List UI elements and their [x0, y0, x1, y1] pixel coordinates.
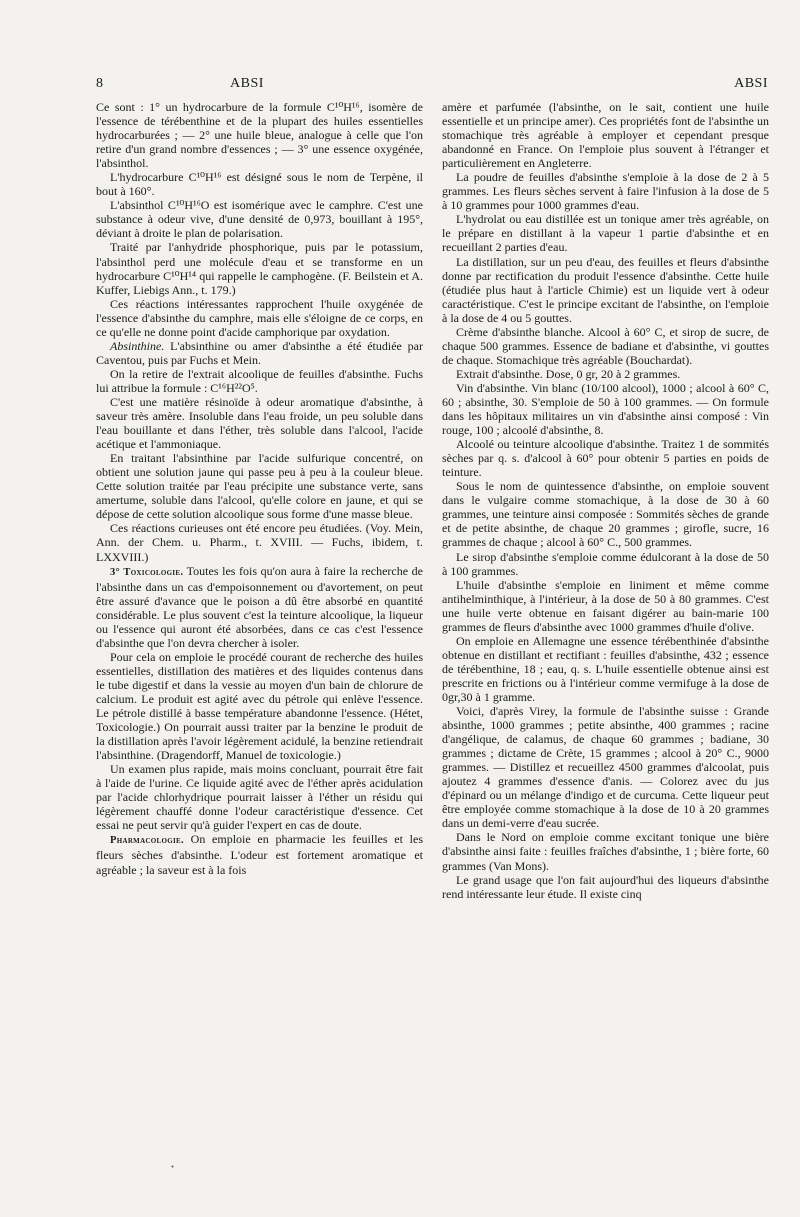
paragraph-properties: C'est une matière résinoïde à odeur aromatique d'absinthe, à saveur très amère. Insoluble dans l'eau froide, un peu soluble dans l'eau bouillante et dans l'éther, très soluble dans l'alcool, l'acide acétique et l'ammoniaque. [96, 394, 423, 452]
paragraph-references: Ces réactions curieuses ont été encore peu étudiées. (Voy. Mein, Ann. der Chem. u. Pharm., t. XVIII. — Fuchs, ibidem, t. LXXVIII.) [96, 521, 423, 564]
paragraph-procedure: Pour cela on emploie le procédé courant de recherche des huiles essentielles, distillation des matières et des liquides contenus dans le tube digestif et dans la vessie au moyen d'un bain de chlorure de calcium. Le produit est agité avec du pétrole qui enlève l'essence. Le pétrole distillé à basse température abandonne l'essence. (Hétet, Toxicologie.) On pourrait aussi traiter par la benzine le produit de la distillation après l'avoir légèrement acidulé, la benzine retiendrait l'absinthine. (Dragendorff, Manuel de toxicologie.) [96, 649, 423, 763]
paragraph-urine: Un examen plus rapide, mais moins concluant, pourrait être fait à l'aide de l'urine. Ce liquide agité avec de l'éther après acidulation par l'acide chlorhydrique pourrait laisser à l'éther un résidu qui légèrement chauffé donne l'odeur caractéristique d'essence. Cet essai ne peut servir qu'à guider l'expert en cas de doute. [96, 762, 423, 833]
paragraph-pharmacologie: Pharmacologie. On emploie en pharmacie les feuilles et les fleurs sèches d'absinthe. L'odeur est fortement aromatique et agréable ; la saveur est à la fois [96, 832, 423, 877]
paragraph-reactions: Ces réactions intéressantes rapprochent l'huile oxygénée de l'essence d'absinthe du camphre, mais elle s'éloigne de ce corps, en ce qu'elle ne donne point d'acide camphorique par oxydation. [96, 296, 423, 339]
running-title-right: ABSI [734, 76, 768, 91]
pharmacologie-heading: Pharmacologie. [110, 835, 184, 847]
paragraph-poudre: La poudre de feuilles d'absinthe s'emploie à la dose de 2 à 5 grammes. Les fleurs sèches servent à faire l'infusion à la dose de 5 à 10 grammes pour 1000 grammes d'eau. [442, 170, 769, 213]
paragraph-allemagne: On emploie en Allemagne une essence térébenthinée d'absinthe obtenue en distillant et rectifiant : feuilles d'absinthe, 432 ; essence de térébenthine, 18 ; eau, q. s. L'huile essentielle obtenue ainsi est prescrite en frictions ou à l'intérieur comme vermifuge à la dose de 0gr,30 à 1 gramme. [442, 633, 769, 704]
right-column [442, 100, 769, 901]
paragraph-amere: amère et parfumée (l'absinthe, on le sait, contient une huile essentielle et un principe amer). Ces propriétés font de l'absinthe un stomachique très agréable à employer et cependant presque abandonné en France. On l'emploie plus souvent à l'étranger et particulièrement en Angleterre. [442, 100, 769, 171]
page-number: 8 [96, 76, 104, 91]
paragraph-terpene: L'hydrocarbure C¹⁰H¹⁶ est désigné sous le nom de Terpène, il bout à 160°. [96, 170, 423, 199]
paragraph-quintessence: Sous le nom de quintessence d'absinthe, on emploie souvent dans le vulgaire comme stomachique, à la dose de 30 à 60 grammes, une teinture ainsi composée : Sommités sèches de grande et de petite absinthe, de chaque 20 grammes ; girofle, sucre, 16 grammes de chaque ; alcool à 60° C., 500 grammes. [442, 479, 769, 550]
paragraph-sirop: Le sirop d'absinthe s'emploie comme édulcorant à la dose de 50 à 100 grammes. [442, 549, 769, 578]
paragraph-extrait: Extrait d'absinthe. Dose, 0 gr, 20 à 2 grammes. [456, 366, 681, 381]
paragraph-huile: L'huile d'absinthe s'emploie en liniment et même comme antihelminthique, à l'intérieur, à la dose de 50 à 80 grammes. C'est une huile verte obtenue en faisant digérer au bain-marie 100 grammes de fleurs d'absinthe avec 1000 grammes d'huile d'olive. [442, 577, 769, 634]
running-header [96, 76, 768, 98]
paragraph-hydrolat: L'hydrolat ou eau distillée est un tonique amer très agréable, on le prépare en distillant à la vapeur 1 partie d'absinthe et en recueillant 2 parties d'eau. [442, 212, 769, 255]
stray-mark [171, 1165, 174, 1168]
paragraph-biere: Dans le Nord on emploie comme excitant tonique une bière d'absinthe ainsi faite : feuilles fraîches d'absinthe, 1 ; bière forte, 60 grammes (Van Mons). [442, 830, 769, 873]
absinthine-heading: Absinthine. [110, 338, 165, 353]
paragraph-absinthine: Absinthine. L'absinthine ou amer d'absinthe a été étudiée par Caventou, puis par Fuchs et Mein. [96, 338, 423, 367]
paragraph-toxicologie: 3° Toxicologie. Toutes les fois qu'on aura à faire la recherche de l'absinthe dans un cas d'empoisonnement ou d'avortement, on peut être assuré d'avance que le poison a dû être absorbé en quantité considérable. Le plus souvent c'est la teinture alcoolique, la liqueur ou l'essence qui auront été absorbées, dans ce cas c'est l'essence d'absinthe que l'on devra chercher à isoler. [96, 563, 423, 650]
paragraph-extraction: On la retire de l'extrait alcoolique de feuilles d'absinthe. Fuchs lui attribue la formule : C¹⁶H²²O⁵. [96, 366, 423, 395]
paragraph-absinthol: L'absinthol C¹⁰H¹⁶O est isomérique avec le camphre. C'est une substance à odeur vive, d'une densité de 0,973, bouillant à 195°, déviant à droite le plan de polarisation. [96, 198, 423, 241]
left-column [96, 100, 423, 877]
paragraph-sulfuric: En traitant l'absinthine par l'acide sulfurique concentré, on obtient une solution jaune qui passe peu à peu à la couleur bleue. Cette solution traitée par l'eau précipite une substance verte, sans amertume, soluble dans l'alcool, qu'elle colore en jaune, et qui se dépose de cette solution alcoolique sous forme d'une masse bleue. [96, 451, 423, 522]
paragraph-components: Ce sont : 1° un hydrocarbure de la formule C¹⁰H¹⁶, isomère de l'essence de térébenthine et de la plupart des huiles essentielles hydrocarburées ; — 2° une huile bleue, analogue à celle que l'on retire d'un grand nombre d'essences ; — 3° une essence oxygénée, l'absinthol. [96, 100, 423, 171]
paragraph-liqueurs: Le grand usage que l'on fait aujourd'hui des liqueurs d'absinthe rend intéressante leur étude. Il existe cinq [442, 872, 769, 901]
paragraph-suisse: Voici, d'après Virey, la formule de l'absinthe suisse : Grande absinthe, 1000 grammes ; petite absinthe, 400 grammes ; racine d'angélique, de calamus, de chaque 60 grammes ; badiane, 30 grammes ; dictame de Crète, 15 grammes ; alcool à 20° C., 9000 grammes. — Distillez et recueillez 4500 grammes d'alcoolat, puis ajoutez 4 grammes d'essence d'anis. — Colorez avec du jus d'épinard ou un mélange d'indigo et de curcuma. Cette liqueur peut être employée comme stomachique à la dose de 10 à 20 grammes dans un demi-verre d'eau sucrée. [442, 704, 769, 831]
toxicologie-heading: 3° Toxicologie. [110, 566, 184, 578]
paragraph-anhydride: Traité par l'anhydride phosphorique, puis par le potassium, l'absinthol perd une molécule d'eau et se transforme en un hydrocarbure C¹⁰H¹⁴ qui rappelle le camphogène. (F. Beilstein et A. Kuffer, Liebigs Ann., t. 179.) [96, 240, 423, 297]
paragraph-creme: Crème d'absinthe blanche. Alcool à 60° C, et sirop de sucre, de chaque 500 grammes. Essence de badiane et d'absinthe, vi gouttes de chaque. Stomachique très agréable (Bouchardat). [442, 324, 769, 367]
paragraph-distillation: La distillation, sur un peu d'eau, des feuilles et fleurs d'absinthe donne par rectification du produit l'essence d'absinthe. Cette huile (étudiée plus haut à l'article Chimie) est un liquide vert à odeur caractéristique. C'est le principe excitant de l'absinthe, on l'emploie à la dose de 4 ou 5 gouttes. [442, 254, 769, 325]
paragraph-alcoole: Alcoolé ou teinture alcoolique d'absinthe. Traitez 1 de sommités sèches par q. s. d'alcool à 60° pour obtenir 5 parties en poids de teinture. [442, 437, 769, 480]
paragraph-vin: Vin d'absinthe. Vin blanc (10/100 alcool), 1000 ; alcool à 60° C, 60 ; absinthe, 30. S'emploie de 50 à 100 grammes. — On formule dans les hôpitaux militaires un vin d'absinthe ainsi composé : Vin rouge, 100 ; alcoolé d'absinthe, 8. [442, 380, 769, 438]
running-title-left: ABSI [230, 76, 264, 91]
